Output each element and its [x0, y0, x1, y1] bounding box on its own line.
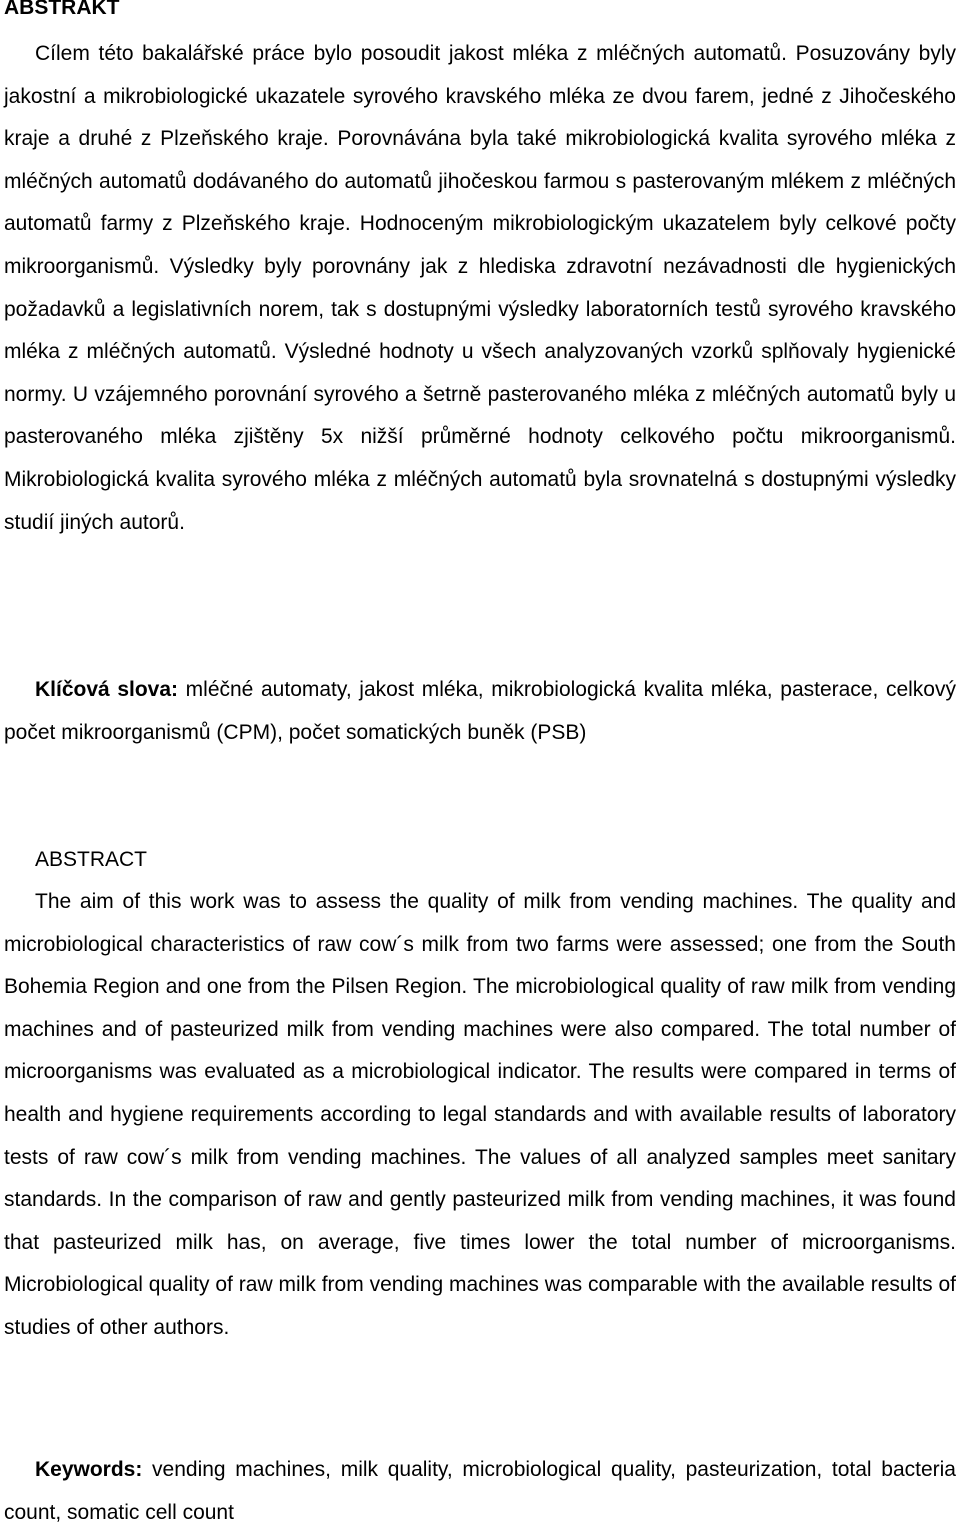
abstract-keywords — [4, 1449, 956, 1534]
abstrakt-keywords-text: mléčné automaty, jakost mléka, mikrobiologická kvalita mléka, pasterace, celkový počet mikroorganismů (CPM), počet somatických buněk (PSB) — [4, 678, 956, 744]
abstract-keywords-text: vending machines, milk quality, microbiological quality, pasteurization, total bacteria count, somatic cell count — [4, 1458, 956, 1524]
abstrakt-heading: ABSTRAKT — [4, 0, 120, 19]
abstrakt-paragraph: Cílem této bakalářské práce bylo posoudit jakost mléka z mléčných automatů. Posuzovány byly jakostní a mikrobiologické ukazatele syrového kravského mléka ze dvou farem, jedné z Jihočeského kraje a druhé z Plzeňského kraje. Porovnávána byla také mikrobiologická kvalita syrového mléka z mléčných automatů dodávaného do automatů jihočeskou farmou s pasterovaným mlékem z mléčných automatů farmy z Plzeňského kraje. Hodnoceným mikrobiologickým ukazatelem byly celkové počty mikroorganismů. Výsledky byly porovnány jak z hlediska zdravotní nezávadnosti dle hygienických požadavků a legislativních norem, tak s dostupnými výsledky laboratorních testů syrového kravského mléka z mléčných automatů. Výsledné hodnoty u všech analyzovaných vzorků splňovaly hygienické normy. U vzájemného porovnání syrového a šetrně pasterovaného mléka z mléčných automatů byly u pasterovaného mléka zjištěny 5x nižší průměrné hodnoty celkového počtu mikroorganismů. Mikrobiologická kvalita syrového mléka z mléčných automatů byla srovnatelná s dostupnými výsledky studií jiných autorů. — [4, 42, 956, 534]
abstrakt-keywords-label: Klíčová slova: — [35, 678, 179, 701]
abstract-paragraph: The aim of this work was to assess the quality of milk from vending machines. The quality and microbiological characteristics of raw cow´s milk from two farms were assessed; one from the South Bohemia Region and one from the Pilsen Region. The microbiological quality of raw milk from vending machines and of pasteurized milk from vending machines were also compared. The total number of microorganisms was evaluated as a microbiological indicator. The results were compared in terms of health and hygiene requirements according to legal standards and with available results of laboratory tests of raw cow´s milk from vending machines. The values of all analyzed samples meet sanitary standards. In the comparison of raw and gently pasteurized milk from vending machines, it was found that pasteurized milk has, on average, five times lower the total number of microorganisms. Microbiological quality of raw milk from vending machines was comparable with the available results of studies of other authors. — [4, 890, 956, 1339]
abstrakt-keywords — [4, 669, 956, 754]
abstract-heading: ABSTRACT — [35, 848, 148, 871]
abstract-keywords-label: Keywords: — [35, 1458, 143, 1481]
